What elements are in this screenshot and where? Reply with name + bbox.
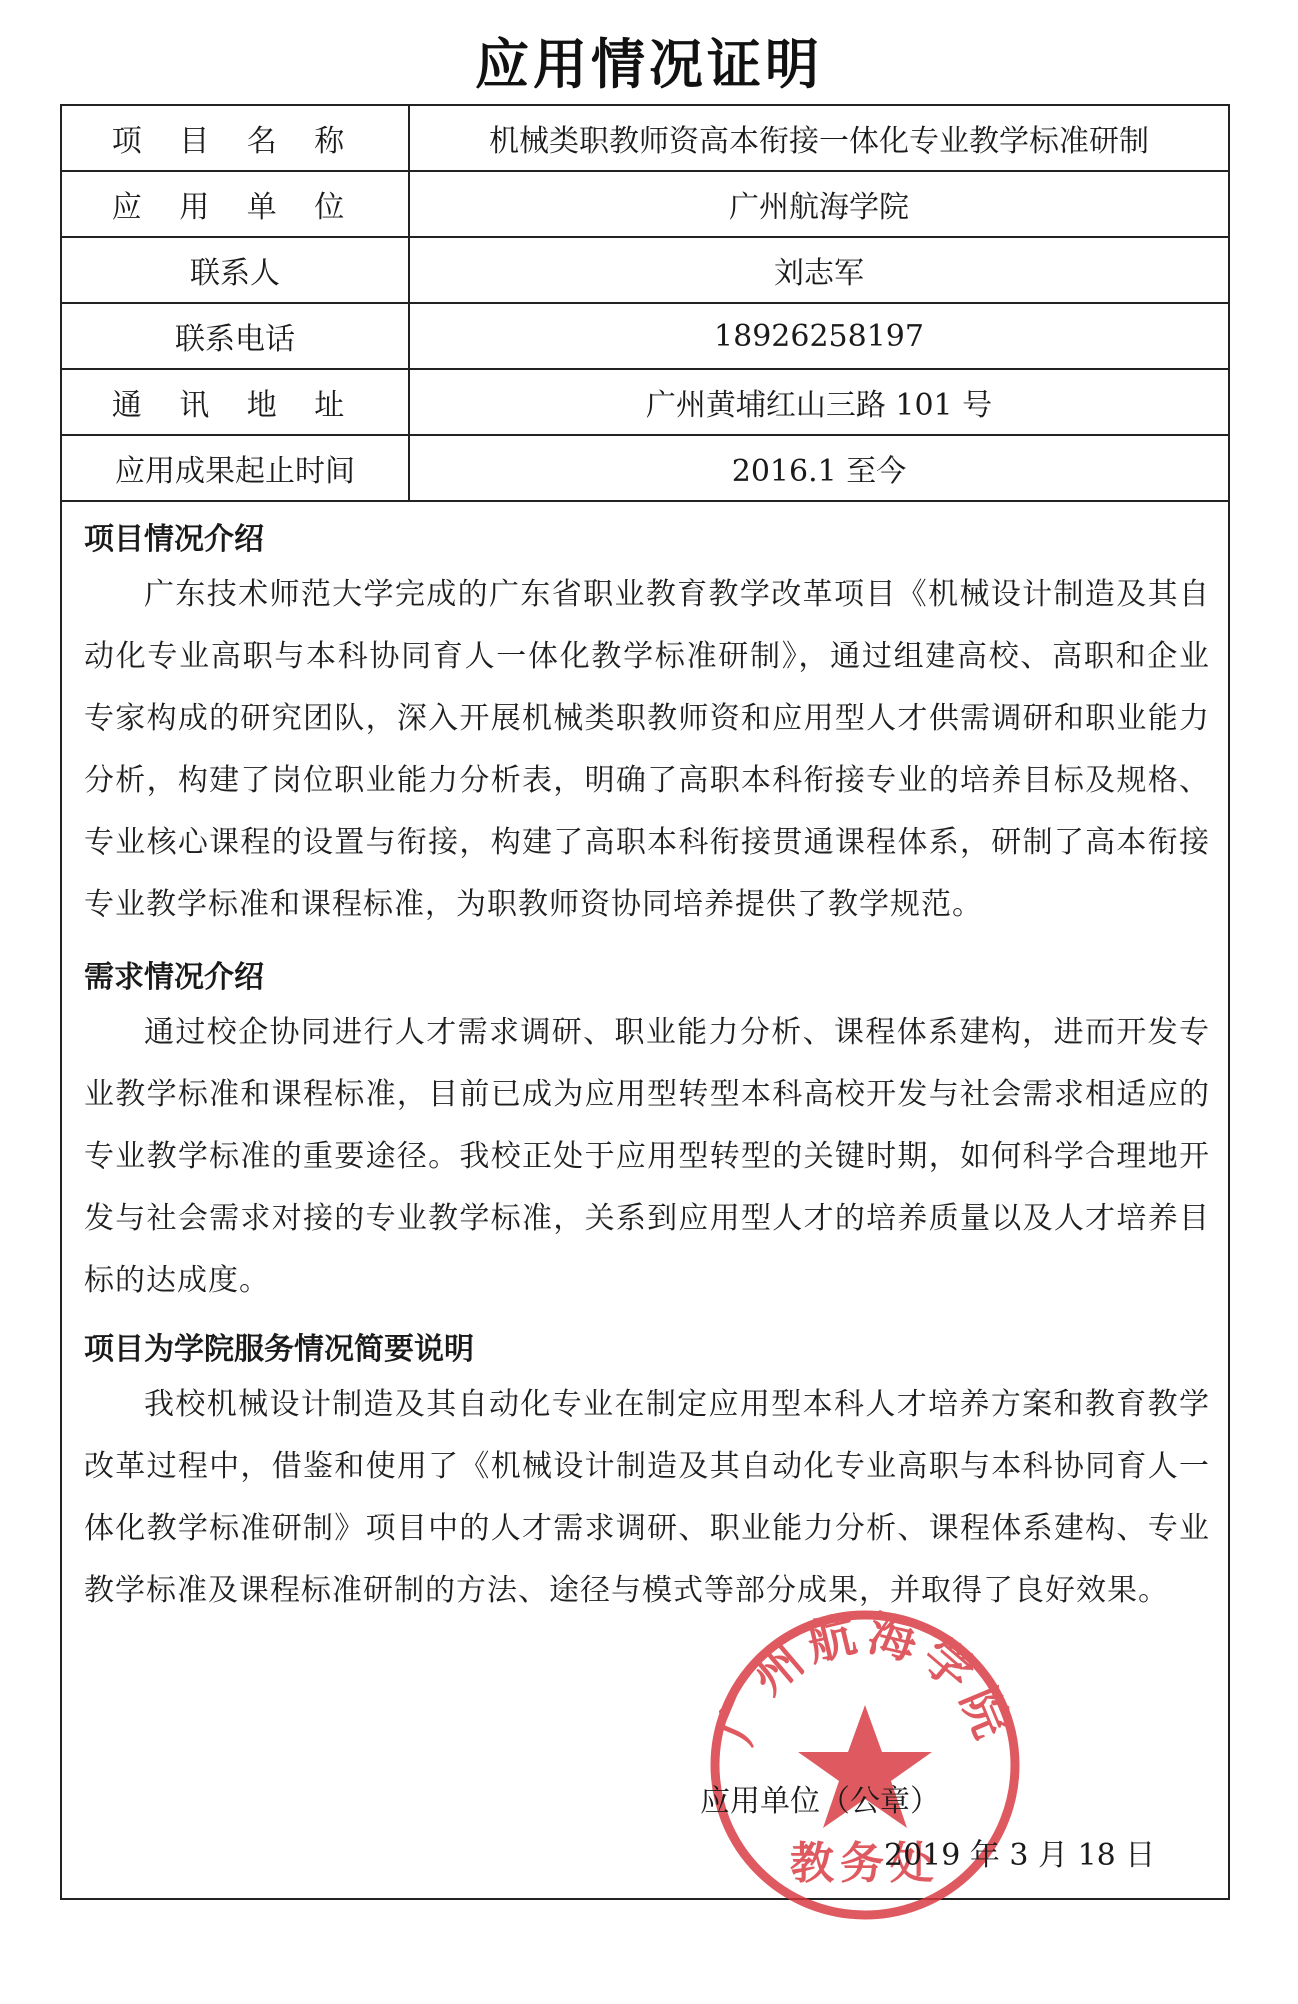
label-period: 应用成果起止时间 — [62, 436, 410, 500]
section-service-summary — [84, 1324, 1210, 1622]
section-project-intro — [84, 514, 1210, 936]
value-project-name: 机械类职教师资高本衔接一体化专业教学标准研制 — [489, 124, 1149, 159]
certificate-frame — [60, 104, 1230, 1900]
table-row-phone — [62, 304, 1228, 370]
label-unit: 应 用 单 位 — [62, 172, 410, 236]
label-address: 通 讯 地 址 — [62, 370, 410, 434]
signature-unit-label: 应用单位（公章） — [700, 1784, 940, 1819]
page-title: 应用情况证明 — [475, 33, 823, 96]
table-row-address — [62, 370, 1228, 436]
value-period: 2016.1 至今 — [731, 454, 907, 489]
section-body: 通过校企协同进行人才需求调研、职业能力分析、课程体系建构，进而开发专业教学标准和课程标准，目前已成为应用型转型本科高校开发与社会需求相适应的专业教学标准的重要途径。我校正处于应用型转型的关键时期，如何科学合理地开发与社会需求对接的专业教学标准，关系到应用型人才的培养质量以及人才培养目标的达成度。 — [84, 1015, 1210, 1298]
official-seal-stamp — [700, 1600, 1030, 1930]
table-row-contact — [62, 238, 1228, 304]
label-phone: 联系电话 — [62, 304, 410, 368]
section-heading: 项目为学院服务情况简要说明 — [84, 1332, 474, 1367]
section-heading: 需求情况介绍 — [84, 960, 264, 995]
section-demand-intro — [84, 952, 1210, 1312]
table-row-unit — [62, 172, 1228, 238]
section-body: 广东技术师范大学完成的广东省职业教育教学改革项目《机械设计制造及其自动化专业高职与本科协同育人一体化教学标准研制》，通过组建高校、高职和企业专家构成的研究团队，深入开展机械类职教师资和应用型人才供需调研和职业能力分析，构建了岗位职业能力分析表，明确了高职本科衔接专业的培养目标及规格、专业核心课程的设置与衔接，构建了高职本科衔接贯通课程体系，研制了高本衔接专业教学标准和课程标准，为职教师资协同培养提供了教学规范。 — [84, 577, 1210, 922]
value-contact: 刘志军 — [774, 256, 864, 291]
section-body: 我校机械设计制造及其自动化专业在制定应用型本科人才培养方案和教育教学改革过程中，借鉴和使用了《机械设计制造及其自动化专业高职与本科协同育人一体化教学标准研制》项目中的人才需求调研、职业能力分析、课程体系建构、专业教学标准及课程标准研制的方法、途径与模式等部分成果，并取得了良好效果。 — [84, 1387, 1210, 1608]
table-row-project-name — [62, 106, 1228, 172]
label-project-name: 项 目 名 称 — [62, 106, 410, 170]
value-unit: 广州航海学院 — [729, 190, 909, 225]
value-address: 广州黄埔红山三路 101 号 — [645, 388, 993, 423]
label-contact: 联系人 — [62, 238, 410, 302]
svg-text:教务处: 教务处 — [790, 1838, 940, 1889]
table-row-period — [62, 436, 1228, 502]
section-heading: 项目情况介绍 — [84, 522, 264, 557]
svg-text:广州航海学院: 广州航海学院 — [707, 1605, 1023, 1752]
value-phone: 18926258197 — [714, 318, 924, 354]
signature-date: 2019 年 3 月 18 日 — [884, 1838, 1156, 1873]
